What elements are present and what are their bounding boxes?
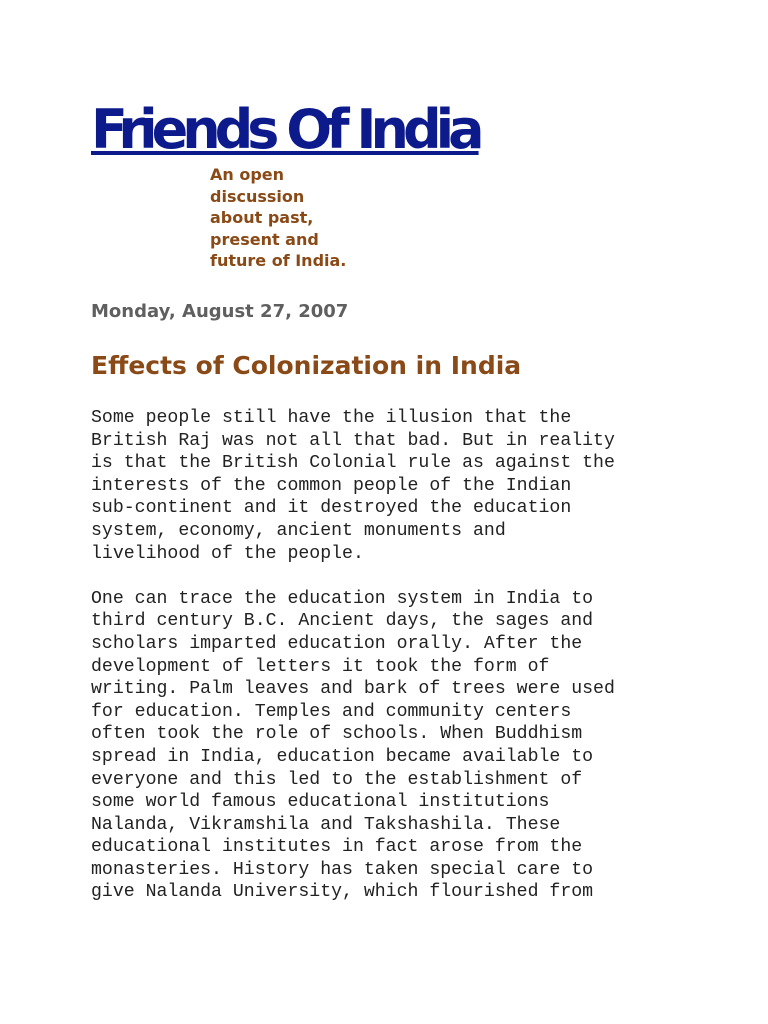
text-line: give Nalanda University, which flourished from — [91, 882, 594, 903]
text-line: scholars imparted education orally. After the — [91, 633, 583, 654]
text-line: interests of the common people of the Indian — [91, 475, 572, 496]
text-line: system, economy, ancient monuments and — [91, 520, 506, 541]
text-line: for education. Temples and community centers — [91, 701, 572, 722]
text-line: monasteries. History has taken special care to — [91, 859, 594, 880]
text-line: is that the British Colonial rule as against the — [91, 453, 615, 474]
post-paragraph-1 — [91, 407, 691, 565]
text-line: sub-continent and it destroyed the education — [91, 498, 572, 519]
text-line: writing. Palm leaves and bark of trees were used — [91, 679, 615, 700]
text-line: livelihood of the people. — [91, 543, 364, 564]
text-line: educational institutes in fact arose from the — [91, 837, 583, 858]
text-line: third century B.C. Ancient days, the sages and — [91, 611, 594, 632]
post-date: Monday, August 27, 2007 — [91, 301, 349, 322]
text-line: some world famous educational institutions — [91, 792, 550, 813]
post-body — [91, 407, 691, 927]
post-paragraph-2 — [91, 588, 691, 904]
text-line: One can trace the education system in India to — [91, 588, 594, 609]
text-line: everyone and this led to the establishment of — [91, 769, 583, 790]
text-line: British Raj was not all that bad. But in reality — [91, 430, 615, 451]
text-line: development of letters it took the form of — [91, 656, 550, 677]
text-line: Nalanda, Vikramshila and Takshashila. These — [91, 814, 561, 835]
blog-title-link[interactable]: Friends Of India — [91, 98, 479, 161]
text-line: spread in India, education became available to — [91, 746, 594, 767]
blog-tagline: An open discussion about past, present and future of India. — [210, 165, 347, 270]
post-title: Effects of Colonization in India — [91, 351, 522, 380]
text-line: often took the role of schools. When Buddhism — [91, 724, 583, 745]
text-line: Some people still have the illusion that the — [91, 408, 572, 428]
